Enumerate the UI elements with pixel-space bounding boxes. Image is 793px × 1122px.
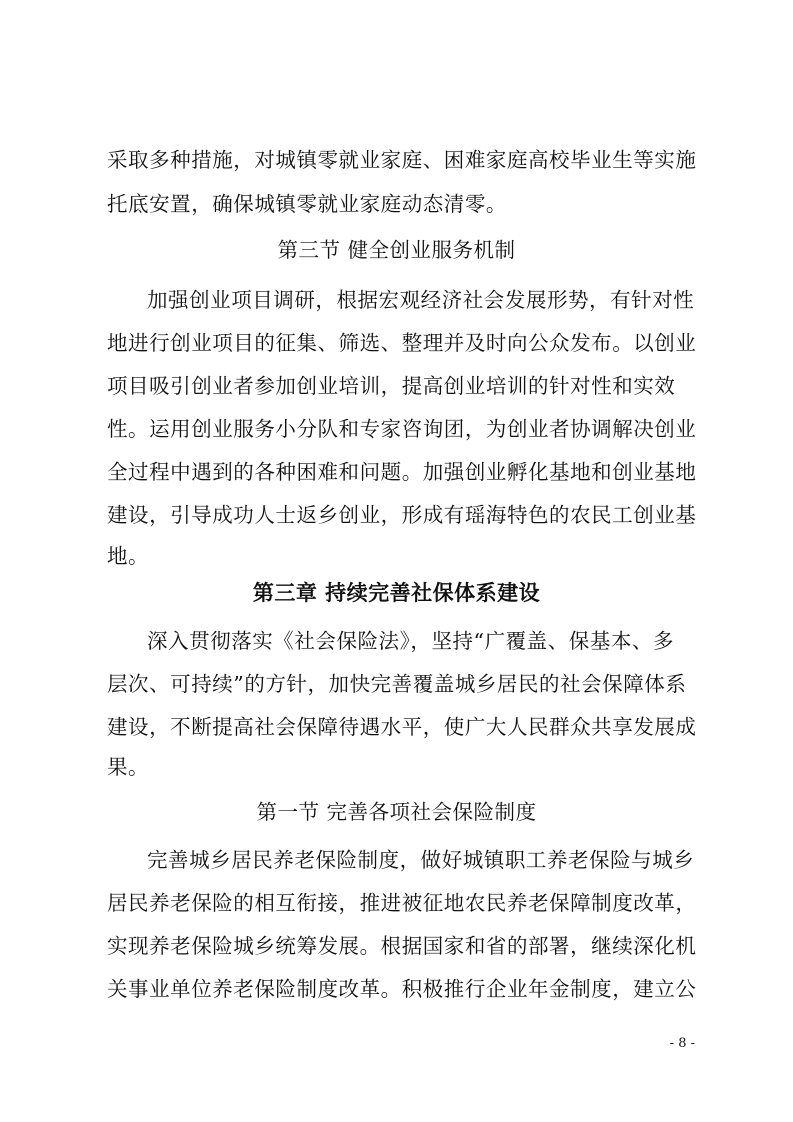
paragraph-line: 加强创业项目调研，根据宏观经济社会发展形势，有针对性	[147, 288, 695, 312]
paragraph-line: 地进行创业项目的征集、筛选、整理并及时向公众发布。以创业	[107, 331, 697, 355]
paragraph-line: 深入贯彻落实《社会保险法》，坚持“广覆盖、保基本、多	[147, 629, 675, 653]
paragraph-line: 关事业单位养老保险制度改革。积极推行企业年金制度，建立公	[107, 977, 697, 1001]
section-heading: 第一节 完善各项社会保险制度	[256, 800, 537, 824]
paragraph-line: 实现养老保险城乡统筹发展。根据国家和省的部署，继续深化机	[107, 934, 697, 958]
paragraph-line: 居民养老保险的相互衔接，推进被征地农民养老保障制度改革，	[107, 891, 697, 915]
page-number: - 8 -	[669, 1036, 695, 1051]
paragraph-line: 托底安置，确保城镇零就业家庭动态清零。	[107, 192, 507, 216]
paragraph-line: 地。	[107, 544, 150, 568]
paragraph-line: 项目吸引创业者参加创业培训，提高创业培训的针对性和实效	[107, 374, 676, 398]
paragraph-line: 采取多种措施，对城镇零就业家庭、困难家庭高校毕业生等实施	[107, 148, 697, 172]
paragraph-line: 层次、可持续”的方针，加快完善覆盖城乡居民的社会保障体系	[107, 672, 687, 696]
chapter-heading: 第三章 持续完善社保体系建设	[252, 581, 541, 605]
paragraph-line: 性。运用创业服务小分队和专家咨询团，为创业者协调解决创业	[107, 417, 697, 441]
section-heading: 第三节 健全创业服务机制	[277, 238, 516, 262]
paragraph-line: 完善城乡居民养老保险制度，做好城镇职工养老保险与城乡	[147, 848, 695, 872]
paragraph-line: 建设，不断提高社会保障待遇水平，使广大人民群众共享发展成	[107, 715, 697, 739]
paragraph-line: 果。	[107, 755, 150, 779]
paragraph-line: 全过程中遇到的各种困难和问题。加强创业孵化基地和创业基地	[107, 460, 697, 484]
paragraph-line: 建设，引导成功人士返乡创业，形成有瑶海特色的农民工创业基	[107, 503, 697, 527]
